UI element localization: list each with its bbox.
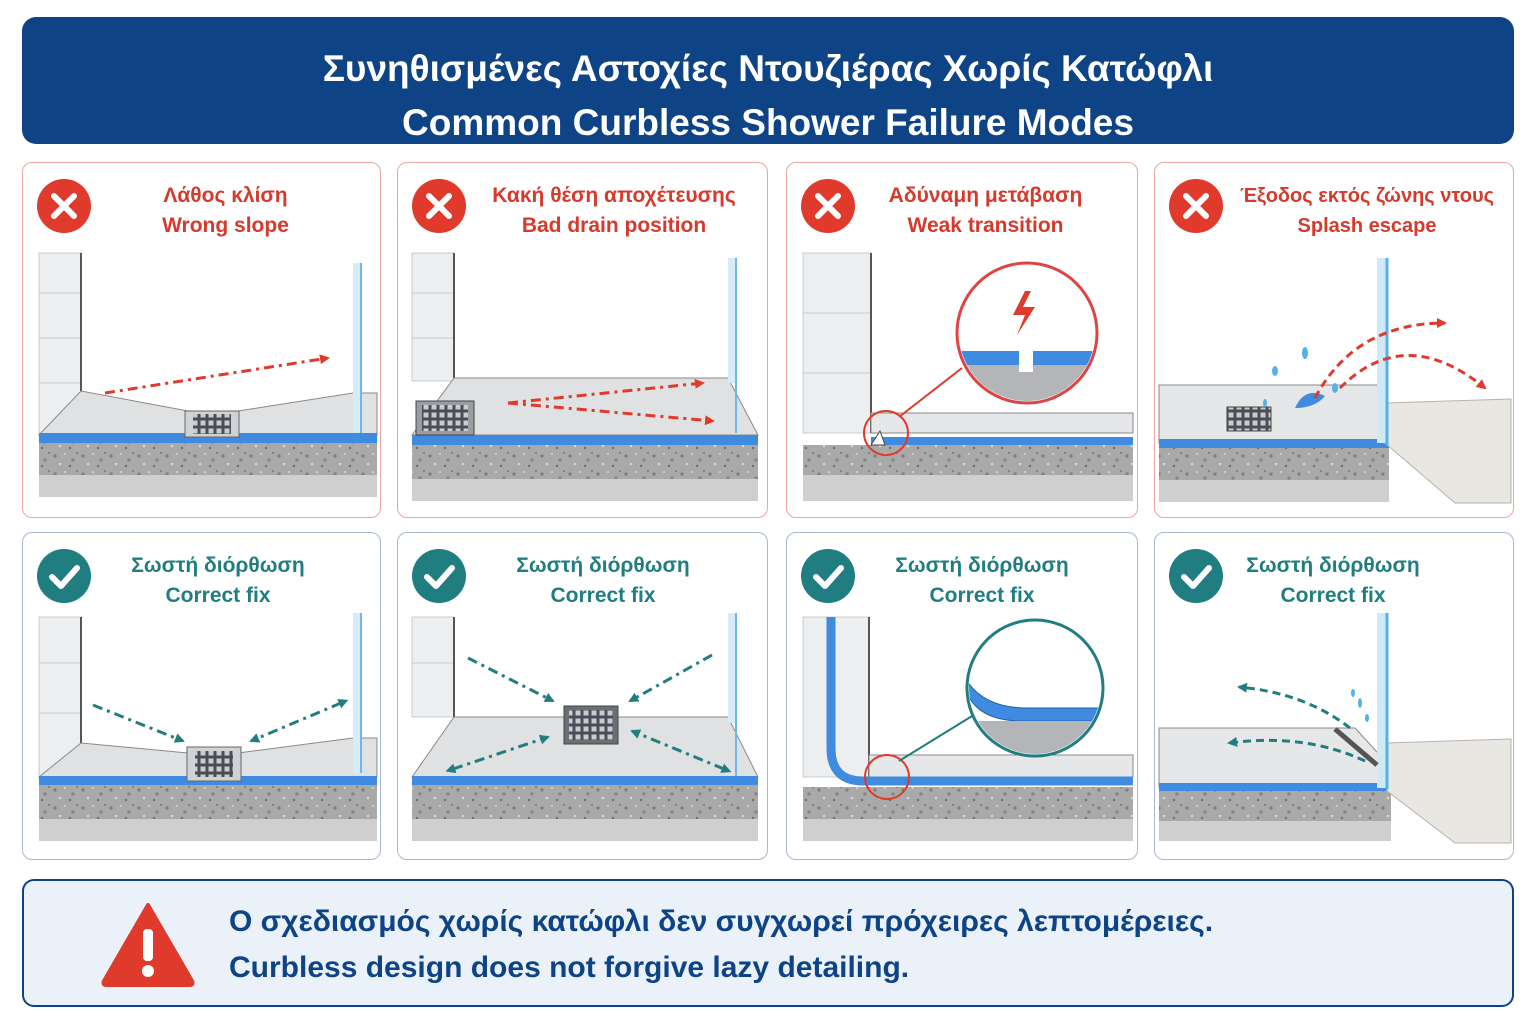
check-icon [1168, 548, 1224, 604]
failure-card-weak-transition [786, 162, 1138, 518]
water-flow-arrow [93, 705, 183, 741]
warning-footer [22, 879, 1514, 1007]
card-title-greek: Σωστή διόρθωση [516, 554, 690, 577]
title-greek: Συνηθισμένες Αστοχίες Ντουζιέρας Χωρίς Κατώφλι [322, 48, 1214, 89]
drain-icon [1227, 407, 1271, 431]
card-title-english: Correct fix [550, 584, 656, 607]
x-icon [1168, 178, 1224, 234]
failure-card-bad-drain [397, 162, 768, 518]
x-icon [36, 178, 92, 234]
drain-icon [422, 405, 468, 431]
title-english: Common Curbless Shower Failure Modes [402, 102, 1134, 143]
card-title-greek: Κακή θέση αποχέτευσης [492, 184, 736, 207]
splash-droplets [1351, 689, 1369, 722]
water-flow-arrow [251, 703, 341, 741]
card-title-english: Weak transition [907, 214, 1064, 237]
drain-icon [569, 710, 613, 740]
fix-card-splash [1154, 532, 1514, 860]
fix-card-slope [22, 532, 381, 860]
footer-message-english: Curbless design does not forgive lazy detailing. [229, 951, 910, 984]
water-flow-arrow [105, 358, 328, 393]
card-title-greek: Αδύναμη μετάβαση [888, 184, 1083, 207]
warning-triangle-icon [100, 901, 196, 987]
card-title-english: Wrong slope [162, 214, 289, 237]
card-title-greek: Λάθος κλίση [163, 184, 288, 207]
footer-message-greek: Ο σχεδιασμός χωρίς κατώφλι δεν συγχωρεί πρόχειρες λεπτομέρειες. [229, 905, 1214, 938]
card-title-greek: Σωστή διόρθωση [895, 554, 1069, 577]
card-title-greek: Σωστή διόρθωση [1246, 554, 1420, 577]
check-icon [800, 548, 856, 604]
title-banner [22, 17, 1514, 144]
water-flow-arrow [468, 658, 553, 701]
card-title-english: Correct fix [1280, 584, 1386, 607]
check-icon [36, 548, 92, 604]
card-title-english: Correct fix [929, 584, 1035, 607]
water-flow-arrow [630, 655, 712, 701]
failure-card-splash-escape [1154, 162, 1514, 518]
x-icon [800, 178, 856, 234]
water-flow-arrow [1239, 687, 1350, 728]
card-title-english: Bad drain position [521, 214, 707, 237]
check-icon [411, 548, 467, 604]
card-title-english: Splash escape [1297, 215, 1437, 237]
drain-icon [195, 751, 233, 777]
card-title-greek: Σωστή διόρθωση [131, 554, 305, 577]
card-title-english: Correct fix [165, 584, 271, 607]
water-flow-arrow [1340, 356, 1485, 389]
x-icon [411, 178, 467, 234]
failure-card-wrong-slope [22, 162, 381, 518]
fix-card-transition [786, 532, 1138, 860]
zoom-detail [967, 620, 1107, 761]
fix-card-drain [397, 532, 768, 860]
zoom-detail [952, 263, 1107, 405]
drain-icon [193, 414, 231, 434]
card-title-greek: Έξοδος εκτός ζώνης ντους [1239, 185, 1494, 207]
